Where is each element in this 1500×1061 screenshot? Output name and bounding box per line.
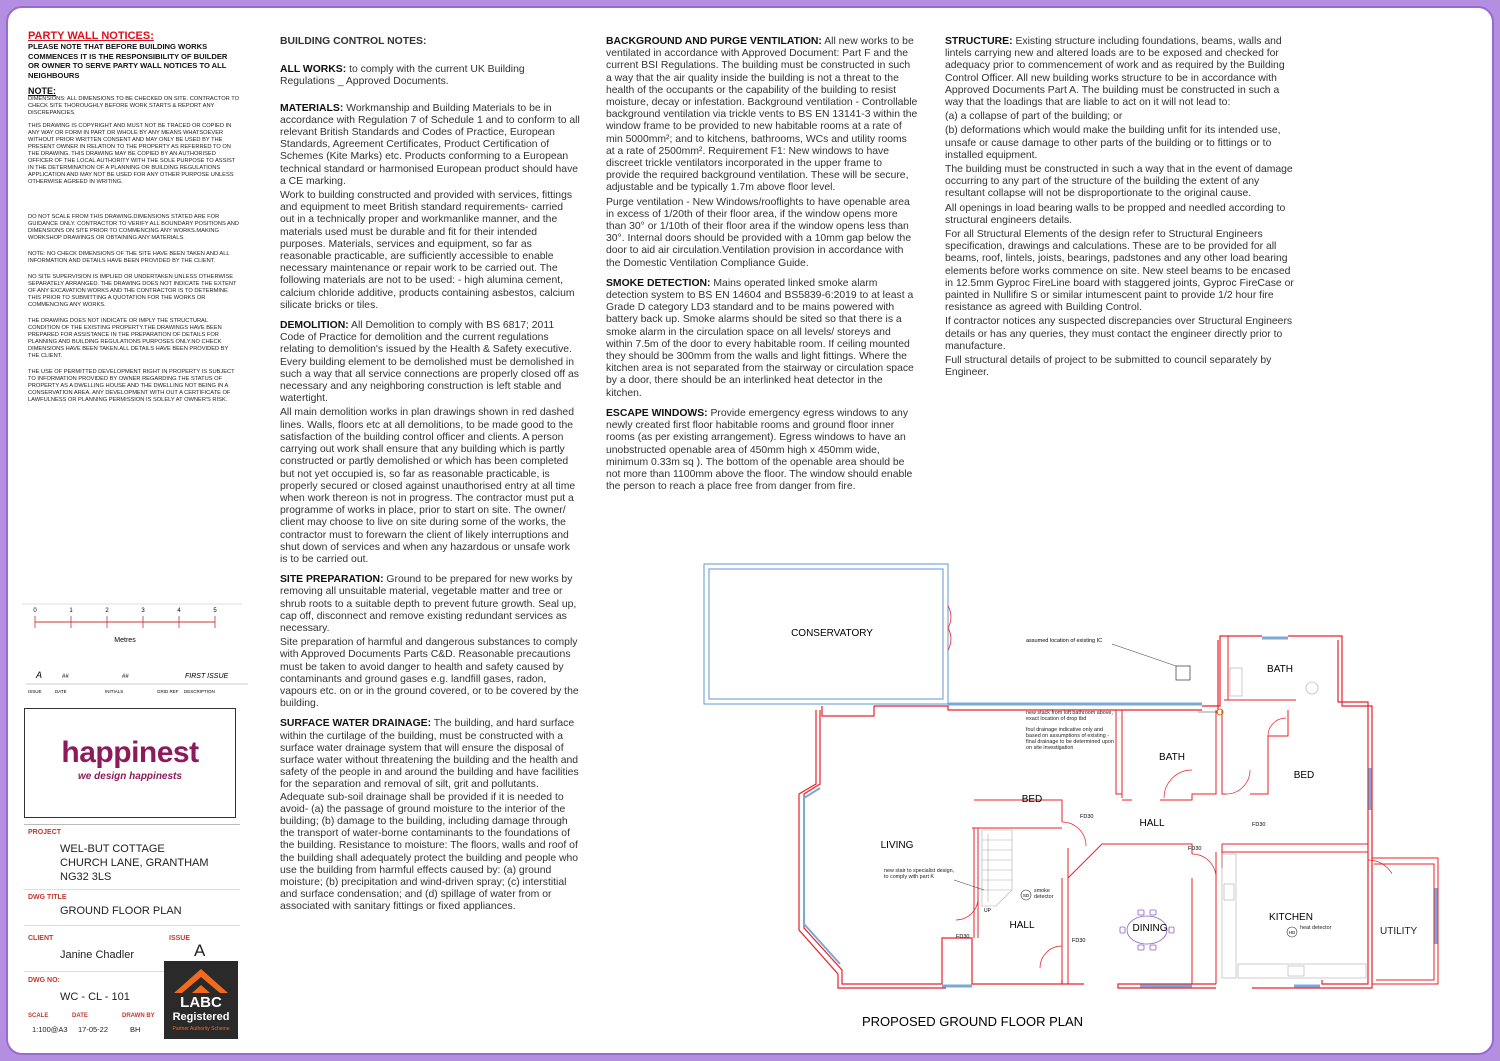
smoke-detection-heading: SMOKE DETECTION: bbox=[606, 277, 711, 289]
floor-plan bbox=[692, 548, 1392, 1048]
note-paragraph: THE USE OF PERMITTED DEVELOPMENT RIGHT IN PROPERTY IS SUBJECT TO INFORMATION PROVIDED BY OWNER REGARDING THE STATUS OF PROPERTY AS A DWELLING HOUSE AND THE DWELLING NOT BEING IN A CONSERVATION AREA. ANY DEVELOPMENT WITH OUT A CERTIFICATE OF LAWFULNESS OR PLANNING PERMISSION IS SOLELY AT OWNER'S RISK. bbox=[28, 369, 235, 404]
scale-tick: 4 bbox=[177, 608, 181, 614]
structure-text: Existing structure including foundations, beams, walls and lintels carrying new and altered loads are to be exposed and checked for adequacy prior to commencement of work and as required by the Building Control Officer. All new building works structure to be in accordance with Approved Documents Part A. The building must be constructed in such a way that the loadings that are liable to act on it will not lead to: bbox=[945, 36, 1285, 109]
materials-text: Workmanship and Building Materials to be in accordance with Regulation 7 of Schedule 1 and to conform to all relevant British Standards and Codes of Practice, European Standards, Agreement Certificates, Product Certification of Schemes (Kite Marks) etc. Products conforming to a European technical standard or harmonised European product should have a CE marking. bbox=[280, 102, 580, 187]
structure-text-3: (b) deformations which would make the building unfit for its intended use, unsafe or cause damage to other parts of the building or to fittings or to installed equipment. bbox=[945, 125, 1281, 161]
all-works-note bbox=[280, 64, 580, 88]
materials-text-2: Work to building constructed and provided with services, fittings and equipment to meet British standard requirements- carried out in a technically proper and workmanlike manner, and the materials used must be durable and fit for their intended purposes. Materials, services and equipment, so far as reasonable practicable, are sufficiently accessible to enable necessary maintenance or repair work to be carried out. The following materials are not to be used: - high alumina cement, calcium chloride additive, products containing asbestos, calcium silicate bricks or tiles. bbox=[280, 190, 575, 311]
smoke-detector-label: smoke detector bbox=[1034, 888, 1054, 901]
scale-unit: Metres bbox=[114, 637, 136, 644]
structure-text-4: The building must be constructed in such a way that in the event of damage occurring to any part of the structure of the building the extent of any resultant collapse will not be disproportionate to the original cause. bbox=[945, 164, 1293, 200]
building-control-title: BUILDING CONTROL NOTES: bbox=[280, 36, 427, 47]
dwg-no: WC - CL - 101 bbox=[60, 991, 130, 1003]
inspection-chamber bbox=[1176, 666, 1190, 680]
site-prep-text: Ground to be prepared for new works by removing all unsuitable material, vegetable matter and tree or shrub roots to a suitable depth to prevent future growth. Seal up, cap off, disconnect and remove existing redundant services as necessary. bbox=[280, 574, 577, 634]
revision-description: FIRST ISSUE bbox=[185, 673, 229, 680]
structure-text-6: For all Structural Elements of the design refer to Structural Engineers specification, drawings and calculations. These are to be provided for all beams, roof, lintels, joists, bearings, padstones and any other load bearing elements before works commence on site. New steel beams to be encased in 12.5mm Gyproc FireLine board with staggered joints, Gyproc FireCase or painted in Nullifire S or similar intumescent paint to provide 1/2 hour fire resistance as agreed with Building Control. bbox=[945, 229, 1294, 314]
surface-drainage-heading: SURFACE WATER DRAINAGE: bbox=[280, 718, 432, 730]
ventilation-text: All new works to be ventilated in accordance with Approved Document: Part F and the current BSI Regulations. The building must be constructed in such a way that the air quality inside the building is not a threat to the health of the occupants or the capability of the building to resist moisture, decay or infestation. Background ventilation - Controllable background ventilation via trickle vents to BS EN 13141-3 within the window frame to be provided to new habitable rooms at a rate of min 5000mm²; and to kitchens, bathrooms, WCs and utility rooms at a rate of 2500mm². Requirement F1: New windows to have discreet trickle ventilators incorporated in the upper frame to provide the required background ventilation. These will be secure, adjustable and be typically 1.7m above floor level. bbox=[606, 36, 918, 194]
stack-annotation-text: new stack from loft bathroom above, exact location of drop tbd bbox=[1026, 710, 1113, 723]
room-label-hall: HALL bbox=[1009, 920, 1035, 931]
drawn-label: DRAWN BY bbox=[122, 1013, 155, 1019]
structure-heading: STRUCTURE: bbox=[945, 36, 1013, 47]
labc-registered: Registered bbox=[172, 1011, 230, 1023]
escape-windows-note bbox=[606, 408, 918, 493]
heat-detector-symbol: HD bbox=[1288, 930, 1296, 935]
ventilation-heading: BACKGROUND AND PURGE VENTILATION: bbox=[606, 36, 822, 47]
notes-column-1 bbox=[280, 36, 580, 916]
scale-label: SCALE bbox=[28, 1013, 49, 1019]
labc-badge bbox=[164, 961, 238, 1039]
heat-detector-label: heat detector bbox=[1300, 925, 1332, 931]
smoke-detector-symbol: SD bbox=[1022, 893, 1030, 898]
structure-text-2: (a) a collapse of part of the building; or bbox=[945, 111, 1123, 123]
note-paragraph: THIS DRAWING IS COPYRIGHT AND MUST NOT BE TRACED OR COPIED IN ANY WAY OR FORM IN PART OR WHOLE BY ANY MEANS WHATSOEVER WITHOUT PRIOR WRITTEN CONSENT AND MAY ONLY BE USED BY THE PRESENT OWNER IN RELATION TO THE PROPERTY AS REFERRED TO ON THE DRAWING. THIS DRAWING MAY BE COPIED BY AN AUTHORISED OFFICER OF THE LOCAL AUTHORITY WITH THE SOLE PURPOSE TO ASSIST IN THE DETERMINATION OF A PLANNING OR BUILDING REGULATIONS APPLICATION AND MAY NOT BE USED FOR ANY OTHER PURPOSE UNLESS OTHERWISE AGREED IN WRITING. bbox=[28, 123, 236, 186]
revision-date: ## bbox=[62, 674, 69, 680]
fire-door-tag: FD30 bbox=[1188, 846, 1202, 852]
revision-header: ISSUE bbox=[28, 689, 42, 694]
revision-header: INITIALS bbox=[105, 689, 124, 694]
surface-drainage-text: The building, and hard surface within the curtilage of the building, must be constructed with a surface water drainage system that will ensure the disposal of surface water without threatening the building and the health and safety of the people in and around the building and have facilities for the separation and removal of silt, grit and pollutants. Adequate sub-soil drainage shall be provided if it is needed to avoid- (a) the passage of ground moisture to the interior of the building; (b) damage to the building, including damage through the transport of water-borne contaminants to the foundations of the building. Resistance to moisture: The floors, walls and roof of the building shall adequately protect the building and people who use the building from harmful effects caused by: (a) ground moisture; (b) precipitation and wind-driven spray; (c) interstitial and surface condensation; and (d) spillage of water from or associated with sanitary fittings or fixed appliances. bbox=[280, 718, 579, 913]
external-walls bbox=[799, 636, 1372, 988]
stair-leader bbox=[954, 880, 984, 890]
client-label: CLIENT bbox=[28, 935, 54, 942]
demolition-text-2: All main demolition works in plan drawings shown in red dashed lines. Walls, floors etc at all demolitions, to be made good to the satisfaction of the building control officer and clients. A person carrying out work shall ensure that any building which is partly constructed or partly demolished or which has been completed but not yet occupied is, so far as reasonable practicable, is properly secured or closed against unauthorised entry at all time when work thereon is not in progress. The contractor must put a programme of works in place, prior to start on site. The owner/ client may choose to live on site during some of the works, the contractor must to forewarn the client of likely interruptions and shut down of services and when any hazardous or unsafe work is to be carried out. bbox=[280, 407, 576, 565]
dwg-no-label: DWG NO: bbox=[28, 977, 60, 984]
revision-header: DESCRIPTION bbox=[184, 689, 215, 694]
revision-table bbox=[22, 662, 252, 702]
dwg-title-label: DWG TITLE bbox=[28, 894, 67, 901]
note-paragraph: THE DRAWING DOES NOT INDICATE OR IMPLY THE STRUCTURAL CONDITION OF THE EXISTING PROPERTY.THE DRAWINGS HAVE BEEN PREPARED FOR ASSISTANCE IN THE PREPARATION OF DETAILS FOR PLANNING AND BUILDING REGULATIONS PURPOSES ONLY.NO CHECK DIMENSIONS HAVE BEEN TAKEN.ALL DETAILS HAVE BEEN PROVIDED BY THE CLIENT. bbox=[28, 318, 229, 360]
note-paragraph: DIMENSIONS: ALL DIMENSIONS TO BE CHECKED ON SITE. CONTRACTOR TO CHECK SITE THOROUGHLY BEFORE WORK STARTS & REPORT ANY DISCREPANCIES. bbox=[28, 96, 240, 117]
date-value: 17-05-22 bbox=[78, 1025, 109, 1034]
structure-text-5: All openings in load bearing walls to be propped and needled according to structural engineers details. bbox=[945, 202, 1286, 226]
party-wall-title: PARTY WALL NOTICES: bbox=[28, 30, 154, 42]
site-prep-heading: SITE PREPARATION: bbox=[280, 574, 384, 586]
plan-title: PROPOSED GROUND FLOOR PLAN bbox=[862, 1014, 1084, 1029]
smoke-detection-note bbox=[606, 278, 918, 400]
staircase bbox=[982, 830, 1012, 906]
room-label-bath-upper: BATH bbox=[1267, 664, 1293, 675]
drawn-value: BH bbox=[130, 1025, 141, 1034]
room-label-kitchen: KITCHEN bbox=[1269, 912, 1313, 923]
revision-initials: ## bbox=[122, 674, 129, 680]
room-label-dining: DINING bbox=[1132, 923, 1168, 934]
company-tagline: we design happinests bbox=[78, 771, 182, 782]
room-label-bed: BED bbox=[1021, 794, 1043, 805]
structure-text-8: Full structural details of project to be submitted to council separately by Engineer. bbox=[945, 355, 1272, 379]
foul-drainage-annotation: foul drainage indicative only and based on assumptions of existing - final drainage to be determined upon on site investigation bbox=[1026, 726, 1114, 752]
structure-text-7: If contractor notices any suspected discrepancies over Structural Engineers details or has any queries, they must contact the engineer directly prior to manufacture. bbox=[945, 316, 1293, 352]
project-line: WEL-BUT COTTAGE bbox=[60, 843, 165, 855]
note-heading: NOTE: bbox=[28, 86, 56, 97]
escape-windows-heading: ESCAPE WINDOWS: bbox=[606, 407, 708, 419]
room-label-bath: BATH bbox=[1159, 752, 1185, 763]
fire-door-tag: FD30 bbox=[1072, 938, 1086, 944]
notes-column-3 bbox=[945, 36, 1297, 381]
client-name: Janine Chadler bbox=[60, 949, 134, 961]
logo-box bbox=[24, 708, 236, 818]
escape-windows-text: Provide emergency egress windows to any newly created first floor habitable rooms and ground floor inner rooms (as per existing arrangement). Egress windows to have an unobstructed openable area of 450mm high x 450mm wide, minimum 0.33m sq ). The bottom of the openable area should be not more than 1100mm above the floor. The window should enable the person to reach a place free from danger from fire. bbox=[606, 407, 913, 493]
all-works-text: to comply with the current UK Building Regulations _ Approved Documents. bbox=[280, 64, 525, 88]
scale-tick: 2 bbox=[105, 608, 109, 614]
demolition-text: All Demolition to comply with BS 6817; 2011 Code of Practice for demolition and the current regulations relating to demolition's issued by the Health & Safety executive. Every building element to be demolished must be demolished in such a way that all service connections are properly closed off as necessary and any neighboring construction is left stable and watertight. bbox=[280, 320, 579, 405]
room-label-utility: UTILITY bbox=[1380, 926, 1418, 937]
stair-annotation: new stair to specialist design, to comply with part K bbox=[884, 868, 955, 881]
company-logo: happinest bbox=[61, 736, 199, 769]
note-paragraph: DO NOT SCALE FROM THIS DRAWING.DIMENSIONS STATED ARE FOR GUIDANCE ONLY. CONTRACTOR TO VERIFY ALL BOUNDARY POSITIONS AND DIMENSIONS ON SITE PRIOR TO COMMENCING ANY WORKS.MAKING WORKSHOP DRAWINGS OR OBTAINING ANY MATERIALS. bbox=[28, 214, 240, 242]
labc-roof-icon bbox=[164, 963, 238, 997]
demolition-heading: DEMOLITION: bbox=[280, 320, 349, 332]
ventilation-note bbox=[606, 36, 918, 195]
scale-tick: 1 bbox=[69, 608, 73, 614]
ic-annotation: assumed location of existing IC bbox=[1026, 638, 1103, 644]
site-prep-text-2: Site preparation of harmful and dangerous substances to comply with Approved Documents Parts C&D. Reasonable precautions must be taken to avoid danger to health and safety caused by contaminants and ground gases e.g. landfill gases, radon, vapours etc. on or in the ground covered, or to be covered by the building. bbox=[280, 637, 579, 710]
room-label-living: LIVING bbox=[880, 840, 914, 851]
labc-scheme: Partner Authority Scheme bbox=[172, 1026, 230, 1032]
materials-heading: MATERIALS: bbox=[280, 102, 344, 114]
ic-leader bbox=[1112, 644, 1176, 666]
issue-label: ISSUE bbox=[169, 935, 191, 942]
fire-door-tag: FD30 bbox=[1252, 822, 1266, 828]
revision-issue: A bbox=[36, 670, 43, 680]
room-label-hall: HALL bbox=[1139, 818, 1165, 829]
party-wall-body: PLEASE NOTE THAT BEFORE BUILDING WORKS COMMENCES IT IS THE RESPONSIBILITY OF BUILDER OR OWNER TO SERVE PARTY WALL NOTICES TO ALL NEIGHBOURS bbox=[28, 42, 228, 80]
ventilation-text-2: Purge ventilation - New Windows/rooflights to have openable area in excess of 1/20th of their floor area, if the window opens more than 30° or 1/10th of their floor area if the window opens less than 30°. Internal doors should be provided with a 10mm gap below the door to aid air circulation.Ventilation provision in accordance with the Domestic Ventilation Compliance Guide. bbox=[606, 196, 912, 269]
revision-header: DATE bbox=[55, 689, 67, 694]
revision-header: GRID REF bbox=[157, 689, 179, 694]
dwg-title: GROUND FLOOR PLAN bbox=[60, 905, 182, 917]
scale-tick: 3 bbox=[141, 608, 145, 614]
stair-up-label: UP bbox=[984, 908, 991, 914]
structure-note bbox=[945, 36, 1297, 109]
drawing-sheet bbox=[6, 6, 1494, 1055]
stack-annotation bbox=[1026, 710, 1118, 752]
room-label-conservatory: CONSERVATORY bbox=[791, 628, 873, 639]
fire-door-tag: FD30 bbox=[1080, 814, 1094, 820]
fire-door-tag: FD30 bbox=[956, 934, 970, 940]
labc-title: LABC bbox=[180, 994, 222, 1011]
surface-drainage-note bbox=[280, 718, 580, 913]
bay-window bbox=[804, 788, 840, 964]
demolition-note bbox=[280, 320, 580, 405]
smoke-detection-text: Mains operated linked smoke alarm detection system to BS EN 14604 and BS5839-6:2019 to at least a Grade D category LD3 standard and to be mains powered with battery back up. Smoke alarms should be sited so that there is a smoke alarm in the circulation space on all levels/ storeys and within 7.5m of the door to every habitable room. If ceiling mounted they should be 300mm from the walls and light fittings. Where the kitchen area is not separated from the stairway or circulation space by a door, there should be an interlinked heat detector in the kitchen. bbox=[606, 277, 914, 399]
project-label: PROJECT bbox=[28, 829, 62, 836]
scale-tick: 0 bbox=[33, 608, 37, 614]
site-prep-note bbox=[280, 574, 580, 635]
scale-value: 1:100@A3 bbox=[32, 1025, 68, 1034]
issue-letter: A bbox=[194, 941, 206, 960]
materials-note bbox=[280, 103, 580, 188]
left-notes-column bbox=[28, 30, 240, 410]
date-label: DATE bbox=[72, 1013, 88, 1019]
scale-tick: 5 bbox=[213, 608, 217, 614]
scale-bar bbox=[22, 600, 242, 650]
utility-room-walls bbox=[1358, 848, 1458, 998]
note-paragraph: NO SITE SUPERVISION IS IMPLIED OR UNDERTAKEN UNLESS OTHERWISE SEPARATELY ARRANGED. THE DRAWING DOES NOT INDICATE THE EXTENT OF ANY EXCAVATION WORKS AND THE CONTRACTOR IS TO DETERMINE THIS PRIOR TO SUBMITTING A QUOTATION FOR THE WORKS OR COMMENCING ANY WORKS. bbox=[28, 274, 237, 309]
notes-column-2 bbox=[606, 36, 918, 495]
room-label-bed: BED bbox=[1293, 770, 1315, 781]
all-works-heading: ALL WORKS: bbox=[280, 64, 347, 76]
project-line: CHURCH LANE, GRANTHAM bbox=[60, 857, 209, 869]
project-line: NG32 3LS bbox=[60, 871, 112, 883]
note-paragraph: NOTE: NO CHECK DIMENSIONS OF THE SITE HAVE BEEN TAKEN AND ALL INFORMATION AND DETAILS HAVE BEEN PROVIDED BY THE CLIENT. bbox=[28, 251, 230, 265]
